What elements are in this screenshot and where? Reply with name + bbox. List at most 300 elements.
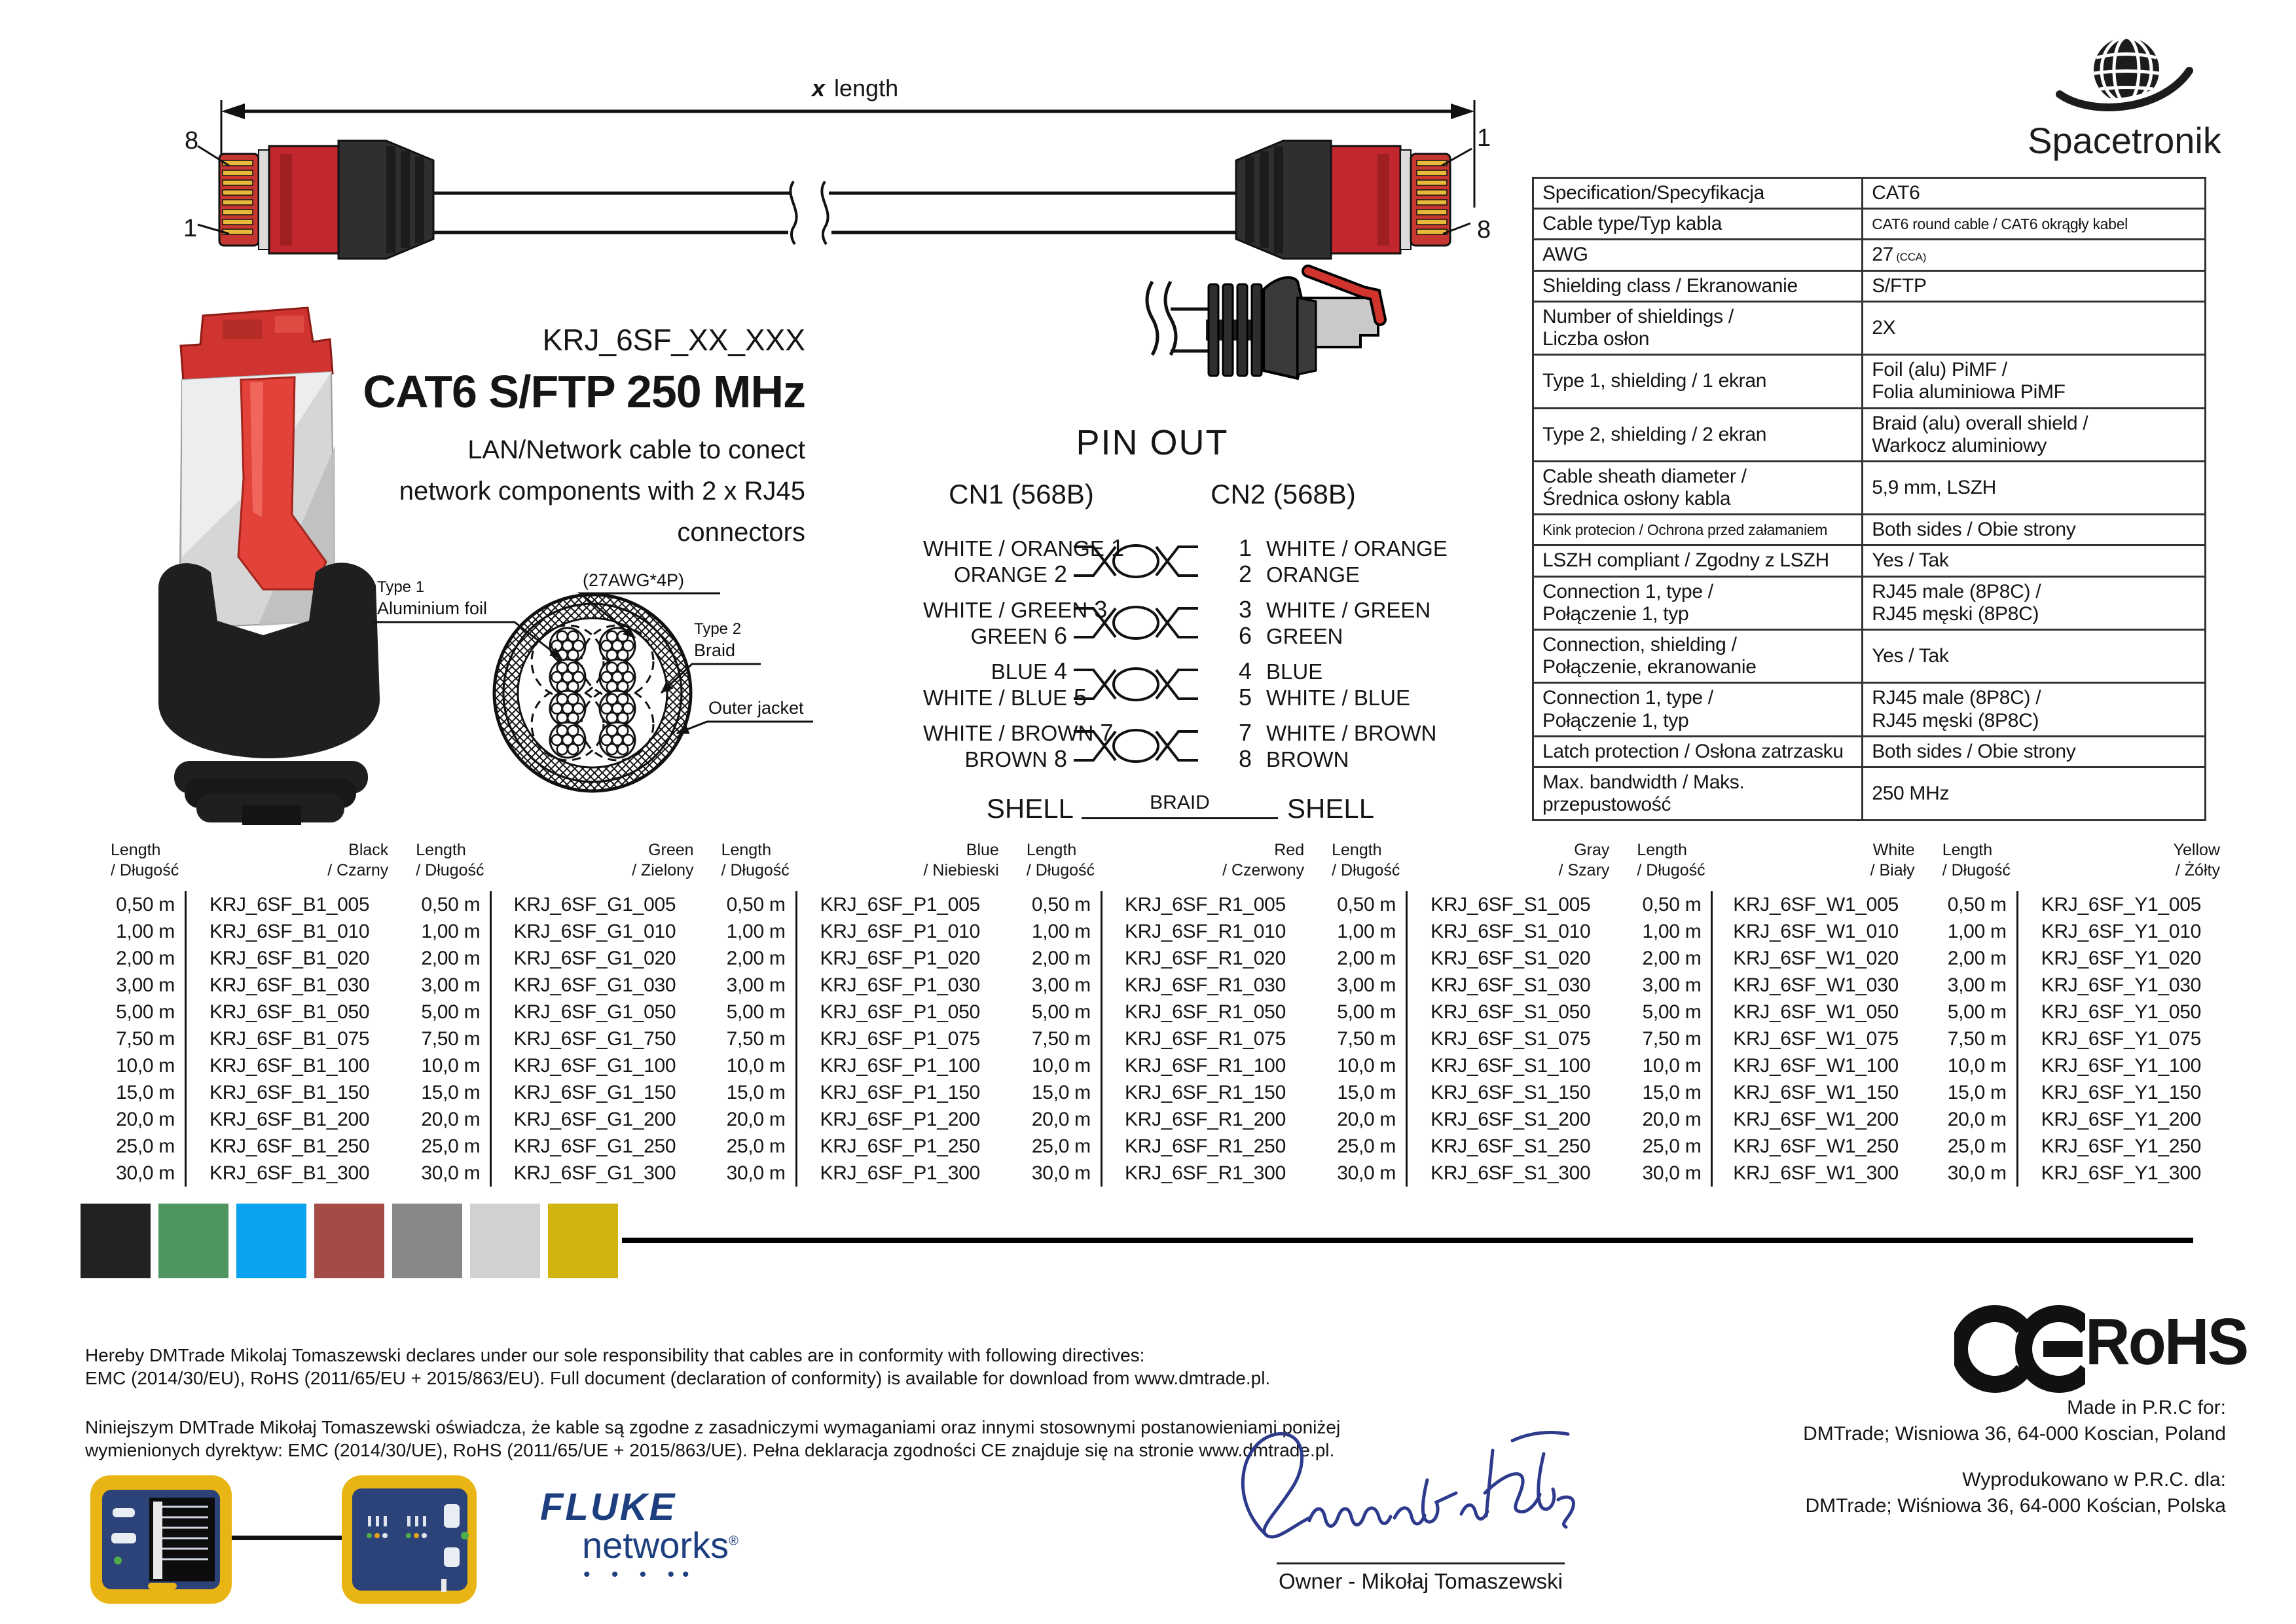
product-code-cell: KRJ_6SF_P1_020 — [820, 948, 980, 969]
spec-value: Both sides / Obie strony — [1863, 736, 2206, 767]
spec-label: Shielding class / Ekranowanie — [1533, 270, 1863, 301]
spec-row — [1533, 515, 2206, 545]
fluke-tester-devices — [85, 1470, 511, 1611]
length-header-line: Length — [1942, 841, 1993, 859]
specification-table — [1532, 177, 2206, 821]
length-header-line: Length — [1332, 841, 1382, 859]
product-code-cell: KRJ_6SF_R1_005 — [1125, 894, 1286, 915]
spec-label: Latch protection / Osłona zatrzasku — [1533, 736, 1863, 767]
wire-label: WHITE / BROWN — [923, 721, 1094, 745]
code-column — [2018, 891, 2224, 1187]
pin-number: 5 — [1239, 684, 1252, 710]
networks-wordmark — [582, 1524, 738, 1566]
color-swatch — [81, 1204, 151, 1278]
color-header-line: Gray — [1574, 841, 1610, 859]
product-code-cell: KRJ_6SF_P1_050 — [820, 1001, 980, 1023]
length-cell: 7,50 m — [1337, 1028, 1396, 1050]
product-code-cell: KRJ_6SF_G1_005 — [513, 894, 676, 915]
spec-label: LSZH compliant / Zgodny z LSZH — [1533, 545, 1863, 576]
cable-cross-section-diagram — [367, 568, 818, 812]
wire-label: WHITE / GREEN — [923, 598, 1088, 622]
length-cell: 25,0 m — [1337, 1135, 1396, 1157]
length-cell: 15,0 m — [1947, 1082, 2007, 1103]
color-swatch — [548, 1204, 618, 1278]
spec-value: Yes / Tak — [1863, 630, 2206, 683]
pair-line — [923, 561, 1074, 587]
product-group-body — [1925, 891, 2224, 1187]
product-group-header — [704, 840, 1003, 881]
spec-label: Connection 1, type / Połączenie 1, typ — [1533, 576, 1863, 629]
length-cell: 15,0 m — [421, 1082, 481, 1103]
product-color-group — [1311, 840, 1616, 1187]
product-code-cell: KRJ_6SF_P1_150 — [820, 1082, 980, 1103]
pin-number: 6 — [1054, 622, 1068, 649]
pin-label: 1 — [183, 215, 198, 242]
length-cell: 3,00 m — [726, 974, 786, 996]
length-cell: 2,00 m — [1947, 948, 2007, 969]
pin-label: 8 — [1477, 216, 1491, 244]
spec-row — [1533, 683, 2206, 736]
color-header-line: / Żółty — [2175, 861, 2220, 879]
product-color-group — [1922, 840, 2227, 1187]
twisted-pair-wires — [1074, 720, 1198, 772]
spec-row — [1533, 408, 2206, 461]
product-code-cell: KRJ_6SF_Y1_020 — [2041, 948, 2201, 969]
wire-label: ORANGE — [1266, 563, 1360, 587]
subtitle-line: connectors — [677, 518, 805, 547]
connector-headers — [923, 479, 1486, 513]
divider-line — [622, 1238, 2193, 1243]
pair-line — [1239, 658, 1410, 684]
product-group-body — [94, 891, 392, 1187]
length-cell: 2,00 m — [1337, 948, 1396, 969]
length-header — [1010, 840, 1095, 881]
length-cell: 20,0 m — [1031, 1109, 1091, 1130]
pin-number: 4 — [1239, 657, 1252, 684]
product-code-cell: KRJ_6SF_R1_020 — [1125, 948, 1286, 969]
product-code-cell: KRJ_6SF_P1_100 — [820, 1055, 980, 1077]
cable-length-diagram — [170, 36, 1499, 272]
color-swatch — [470, 1204, 540, 1278]
spec-value: RJ45 male (8P8C) / RJ45 męski (8P8C) — [1863, 683, 2206, 736]
product-code-cell: KRJ_6SF_G1_050 — [513, 1001, 676, 1023]
owner-signature — [1231, 1414, 1611, 1565]
length-header-line: / Długość — [416, 861, 484, 879]
color-header — [1870, 840, 1919, 881]
address-gap — [1803, 1447, 2226, 1467]
product-code-cell: KRJ_6SF_R1_075 — [1125, 1028, 1286, 1050]
product-title: CAT6 S/FTP 250 MHz — [363, 366, 805, 417]
product-code-cell: KRJ_6SF_G1_020 — [513, 948, 676, 969]
product-code-cell: KRJ_6SF_R1_250 — [1125, 1135, 1286, 1157]
product-color-group — [1616, 840, 1922, 1187]
length-cell: 20,0 m — [726, 1109, 786, 1130]
brand-name: Spacetronik — [2028, 120, 2221, 161]
cross-type1-label2: Aluminium foil — [377, 599, 488, 618]
manufacturer-addresses — [1803, 1395, 2226, 1519]
length-cell: 30,0 m — [1642, 1162, 1702, 1184]
ce-mark-icon — [1954, 1303, 2085, 1395]
length-cell: 7,50 m — [116, 1028, 175, 1050]
product-code-cell: KRJ_6SF_S1_010 — [1430, 921, 1591, 942]
product-code-cell: KRJ_6SF_G1_010 — [513, 921, 676, 942]
wire-label: WHITE / BLUE — [1266, 686, 1411, 710]
pair-line — [1239, 623, 1430, 649]
color-header-line: / Zielony — [632, 861, 694, 879]
length-cell: 25,0 m — [1642, 1135, 1702, 1157]
pair-labels-left — [923, 657, 1087, 710]
length-cell: 1,00 m — [116, 921, 175, 942]
pair-line — [1239, 535, 1448, 561]
wire-label: WHITE / BROWN — [1266, 721, 1437, 745]
spec-label: AWG — [1533, 240, 1863, 270]
twisted-pair-graphic — [1074, 658, 1198, 710]
product-group-body — [1620, 891, 1918, 1187]
length-cell: 7,50 m — [1031, 1028, 1091, 1050]
product-code-cell: KRJ_6SF_S1_075 — [1430, 1028, 1591, 1050]
pin-number: 6 — [1239, 622, 1252, 649]
pair-line — [923, 746, 1074, 772]
pair-labels-right — [1239, 535, 1448, 587]
code-column — [1713, 891, 1918, 1187]
length-cell: 2,00 m — [116, 948, 175, 969]
length-cell: 30,0 m — [116, 1162, 175, 1184]
length-cell: 30,0 m — [1031, 1162, 1091, 1184]
spec-label: Connection, shielding / Połączenie, ekranowanie — [1533, 630, 1863, 683]
product-code-cell: KRJ_6SF_B1_200 — [209, 1109, 370, 1130]
wire-label: BLUE — [1266, 659, 1323, 684]
declaration-line-pl: wymienionych dyrektyw: EMC (2014/30/UE), RoHS (2011/65/UE + 2015/863/UE). Pełna deklaracja zgodności CE znajduje się na stronie www.dmtrade.pl. — [85, 1440, 1335, 1460]
length-cell: 25,0 m — [421, 1135, 481, 1157]
pinout-pair — [923, 658, 1486, 710]
length-header-line: / Długość — [1637, 861, 1705, 879]
product-group-header — [1925, 840, 2224, 881]
product-code-cell: KRJ_6SF_Y1_250 — [2041, 1135, 2201, 1157]
pin-label: 8 — [185, 127, 199, 155]
spec-row — [1533, 630, 2206, 683]
wire-label: GREEN — [970, 624, 1048, 648]
product-code-cell: KRJ_6SF_R1_150 — [1125, 1082, 1286, 1103]
spec-value: CAT6 — [1863, 178, 2206, 209]
length-cell: 5,00 m — [1031, 1001, 1091, 1023]
length-cell: 30,0 m — [421, 1162, 481, 1184]
length-header-line: / Długość — [111, 861, 179, 879]
spec-value: Braid (alu) overall shield / Warkocz aluminiowy — [1863, 408, 2206, 461]
made-in-line-en: DMTrade; Wisniowa 36, 64-000 Koscian, Poland — [1803, 1423, 2226, 1445]
model-code: KRJ_6SF_XX_XXX — [542, 323, 805, 357]
code-column — [1408, 891, 1613, 1187]
shell-right-label: SHELL — [1287, 793, 1375, 824]
length-column — [94, 891, 175, 1187]
product-code-cell: KRJ_6SF_B1_050 — [209, 1001, 370, 1023]
color-header-line: White — [1872, 841, 1915, 859]
cross-type2-label: Type 2 — [694, 620, 742, 638]
color-header — [1222, 840, 1308, 881]
spec-row — [1533, 736, 2206, 767]
product-code-cell: KRJ_6SF_S1_100 — [1430, 1055, 1591, 1077]
pair-line — [1239, 746, 1436, 772]
length-column — [704, 891, 786, 1187]
color-header-line: Blue — [966, 841, 999, 859]
length-cell: 3,00 m — [421, 974, 481, 996]
spec-value: CAT6 round cable / CAT6 okrągły kabel — [1863, 209, 2206, 240]
fluke-wordmark: FLUKE — [540, 1486, 677, 1528]
product-code-cell: KRJ_6SF_W1_250 — [1733, 1135, 1899, 1157]
braid-line — [1082, 817, 1278, 819]
rj45-plug-right — [1236, 141, 1450, 259]
pair-line — [1239, 561, 1448, 587]
product-color-group — [1006, 840, 1311, 1187]
fluke-tester-remote — [342, 1475, 477, 1604]
length-column — [1010, 891, 1091, 1187]
pin-number: 2 — [1054, 561, 1068, 587]
length-cell: 10,0 m — [1642, 1055, 1702, 1077]
product-color-group — [701, 840, 1006, 1187]
pair-line — [1239, 597, 1430, 623]
color-swatch — [158, 1204, 228, 1278]
pinout-pair — [923, 535, 1486, 587]
product-code-cell: KRJ_6SF_R1_010 — [1125, 921, 1286, 942]
product-code-cell: KRJ_6SF_S1_020 — [1430, 948, 1591, 969]
pinout-section — [923, 422, 1486, 824]
braid-connection — [1082, 788, 1278, 824]
pin-number: 8 — [1054, 745, 1068, 772]
wire-label: BLUE — [991, 659, 1048, 684]
spec-row — [1533, 767, 2206, 820]
product-code-cell: KRJ_6SF_Y1_100 — [2041, 1055, 2201, 1077]
twisted-pair-wires — [1074, 535, 1198, 587]
networks-text: networks — [582, 1524, 729, 1566]
pair-line — [923, 684, 1087, 710]
spec-label: Specification/Specyfikacja — [1533, 178, 1863, 209]
pin-number: 8 — [1239, 745, 1252, 772]
signature-line — [1277, 1562, 1565, 1564]
fluke-tester-main — [90, 1475, 232, 1604]
fluke-logo-dots: • • • •• — [583, 1564, 697, 1585]
product-code-cell: KRJ_6SF_W1_075 — [1733, 1028, 1899, 1050]
spec-label: Type 2, shielding / 2 ekran — [1533, 408, 1863, 461]
product-code-cell: KRJ_6SF_W1_300 — [1733, 1162, 1899, 1184]
length-cell: 10,0 m — [421, 1055, 481, 1077]
length-header-line: / Długość — [721, 861, 790, 879]
length-column — [1925, 891, 2007, 1187]
made-in-line-pl: Wyprodukowano w P.R.C. dla: — [1962, 1469, 2226, 1490]
product-code-cell: KRJ_6SF_P1_075 — [820, 1028, 980, 1050]
wire-label: WHITE / ORANGE — [923, 536, 1104, 561]
pin-number: 4 — [1054, 657, 1068, 684]
made-in-line-pl: DMTrade; Wiśniowa 36, 64-000 Kościan, Polska — [1805, 1495, 2226, 1517]
cross-awg-label: (27AWG*4P) — [583, 570, 685, 590]
product-code-cell: KRJ_6SF_B1_010 — [209, 921, 370, 942]
length-cell: 7,50 m — [1642, 1028, 1702, 1050]
cross-type1-label: Type 1 — [377, 578, 425, 596]
declaration-line-pl: Niniejszym DMTrade Mikołaj Tomaszewski oświadcza, że kable są zgodne z zasadniczymi wymaganiami oraz innymi stosownymi postanowieniami poniżej — [85, 1417, 1341, 1437]
code-column — [797, 891, 1003, 1187]
color-header-line: Green — [648, 841, 694, 859]
dim-label: length — [834, 75, 899, 101]
spec-row — [1533, 178, 2206, 209]
product-code-cell: KRJ_6SF_W1_100 — [1733, 1055, 1899, 1077]
subtitle-line: network components with 2 x RJ45 — [399, 477, 805, 506]
product-code-cell: KRJ_6SF_B1_300 — [209, 1162, 370, 1184]
product-group-header — [1620, 840, 1918, 881]
length-cell: 10,0 m — [726, 1055, 786, 1077]
spec-value: 27 (CCA) — [1863, 240, 2206, 270]
product-group-header — [399, 840, 697, 881]
product-code-cell: KRJ_6SF_P1_005 — [820, 894, 980, 915]
product-code-cell: KRJ_6SF_Y1_150 — [2041, 1082, 2201, 1103]
wire-label: ORANGE — [953, 563, 1048, 587]
twisted-pair-wires — [1074, 597, 1198, 649]
length-header — [1315, 840, 1400, 881]
pin-number: 1 — [1110, 534, 1124, 561]
made-in-line-en: Made in P.R.C for: — [2067, 1397, 2226, 1418]
product-code-cell: KRJ_6SF_P1_010 — [820, 921, 980, 942]
length-cell: 30,0 m — [726, 1162, 786, 1184]
length-header-line: Length — [1637, 841, 1687, 859]
length-cell: 20,0 m — [116, 1109, 175, 1130]
pinout-pair — [923, 597, 1486, 649]
length-cell: 0,50 m — [1031, 894, 1091, 915]
title-block — [282, 322, 805, 553]
length-cell: 15,0 m — [116, 1082, 175, 1103]
product-code-cell: KRJ_6SF_B1_030 — [209, 974, 370, 996]
length-header-line: Length — [111, 841, 161, 859]
spec-value: 5,9 mm, LSZH — [1863, 461, 2206, 514]
shell-row — [923, 788, 1486, 824]
length-column — [1620, 891, 1701, 1187]
length-header — [399, 840, 484, 881]
pair-labels-left — [923, 596, 1108, 649]
product-code-cell: KRJ_6SF_Y1_030 — [2041, 974, 2201, 996]
product-group-body — [1315, 891, 1613, 1187]
spec-value: S/FTP — [1863, 270, 2206, 301]
subtitle-line: LAN/Network cable to conect — [467, 435, 805, 464]
pair-labels-left — [923, 719, 1114, 772]
length-cell: 2,00 m — [1031, 948, 1091, 969]
product-code-cell: KRJ_6SF_R1_300 — [1125, 1162, 1286, 1184]
spec-row — [1533, 301, 2206, 354]
product-code-cell: KRJ_6SF_P1_200 — [820, 1109, 980, 1130]
dim-x: x — [811, 75, 825, 101]
product-code-cell: KRJ_6SF_B1_150 — [209, 1082, 370, 1103]
spec-label: Cable sheath diameter / Średnica osłony kabla — [1533, 461, 1863, 514]
length-cell: 30,0 m — [1337, 1162, 1396, 1184]
product-code-cell: KRJ_6SF_S1_050 — [1430, 1001, 1591, 1023]
pin-number: 3 — [1239, 596, 1252, 623]
wire-label: WHITE / BLUE — [923, 686, 1068, 710]
length-header — [1620, 840, 1705, 881]
length-cell: 5,00 m — [1947, 1001, 2007, 1023]
length-cell: 1,00 m — [726, 921, 786, 942]
length-cell: 5,00 m — [116, 1001, 175, 1023]
length-header — [704, 840, 790, 881]
twisted-pair-graphic — [1074, 720, 1198, 772]
spec-value: Yes / Tak — [1863, 545, 2206, 576]
product-code-cell: KRJ_6SF_P1_250 — [820, 1135, 980, 1157]
product-code-cell: KRJ_6SF_W1_150 — [1733, 1082, 1899, 1103]
product-code-cell: KRJ_6SF_B1_075 — [209, 1028, 370, 1050]
color-header — [2174, 840, 2224, 881]
spec-row — [1533, 576, 2206, 629]
signature-caption: Owner - Mikołaj Tomaszewski — [1279, 1569, 1563, 1593]
cable-lines — [433, 181, 1236, 244]
length-cell: 7,50 m — [421, 1028, 481, 1050]
length-cell: 5,00 m — [1642, 1001, 1702, 1023]
spec-row — [1533, 461, 2206, 514]
length-cell: 7,50 m — [1947, 1028, 2007, 1050]
color-header-line: Black — [348, 841, 389, 859]
pin-number: 3 — [1094, 596, 1108, 623]
product-code-cell: KRJ_6SF_S1_200 — [1430, 1109, 1591, 1130]
color-header-line: / Czerwony — [1222, 861, 1305, 879]
color-header-line: / Biały — [1870, 861, 1915, 879]
spec-value: 2X — [1863, 301, 2206, 354]
code-column — [492, 891, 697, 1187]
pinout-pairs — [923, 535, 1486, 772]
length-cell: 20,0 m — [1337, 1109, 1396, 1130]
product-code-tables — [90, 840, 2227, 1187]
spec-row — [1533, 355, 2206, 408]
spec-row — [1533, 209, 2206, 240]
length-cell: 20,0 m — [1947, 1109, 2007, 1130]
dim-arrow-left — [221, 103, 245, 119]
length-cell: 1,00 m — [1947, 921, 2007, 942]
length-cell: 15,0 m — [1337, 1082, 1396, 1103]
length-cell: 0,50 m — [421, 894, 481, 915]
wire-label: WHITE / GREEN — [1266, 598, 1431, 622]
pin-number: 1 — [1239, 534, 1252, 561]
twisted-pair-graphic — [1074, 597, 1198, 649]
spec-label: Cable type/Typ kabla — [1533, 209, 1863, 240]
product-code-cell: KRJ_6SF_S1_250 — [1430, 1135, 1591, 1157]
product-code-cell: KRJ_6SF_Y1_005 — [2041, 894, 2201, 915]
shell-left-label: SHELL — [986, 793, 1074, 824]
pin-number: 5 — [1074, 684, 1087, 710]
color-swatch — [236, 1204, 306, 1278]
cross-type2-label2: Braid — [694, 640, 736, 660]
color-header-line: Red — [1274, 841, 1305, 859]
product-code-cell: KRJ_6SF_Y1_200 — [2041, 1109, 2201, 1130]
brand-logo — [2003, 33, 2246, 162]
declaration-en — [85, 1344, 1624, 1390]
shielded-plug-side-view — [1133, 262, 1440, 393]
length-header-line: Length — [416, 841, 466, 859]
length-cell: 0,50 m — [1947, 894, 2007, 915]
product-group-header — [94, 840, 392, 881]
length-cell: 25,0 m — [726, 1135, 786, 1157]
color-header — [632, 840, 697, 881]
pin-number: 7 — [1100, 719, 1114, 746]
twisted-pair-wires — [1074, 658, 1198, 710]
dim-arrow-right — [1451, 103, 1474, 119]
length-cell: 7,50 m — [726, 1028, 786, 1050]
length-cell: 15,0 m — [1031, 1082, 1091, 1103]
product-code-cell: KRJ_6SF_Y1_050 — [2041, 1001, 2201, 1023]
product-code-cell: KRJ_6SF_W1_200 — [1733, 1109, 1899, 1130]
pin-label: 1 — [1477, 124, 1491, 152]
product-code-cell: KRJ_6SF_B1_020 — [209, 948, 370, 969]
length-cell: 5,00 m — [1337, 1001, 1396, 1023]
product-group-body — [704, 891, 1003, 1187]
product-code-cell: KRJ_6SF_G1_750 — [513, 1028, 676, 1050]
spec-value: Foil (alu) PiMF / Folia aluminiowa PiMF — [1863, 355, 2206, 408]
length-cell: 25,0 m — [1031, 1135, 1091, 1157]
length-cell: 2,00 m — [726, 948, 786, 969]
spec-label: Number of shieldings / Liczba osłon — [1533, 301, 1863, 354]
pair-line — [923, 623, 1074, 649]
awg-cca-note: (CCA) — [1893, 251, 1927, 264]
